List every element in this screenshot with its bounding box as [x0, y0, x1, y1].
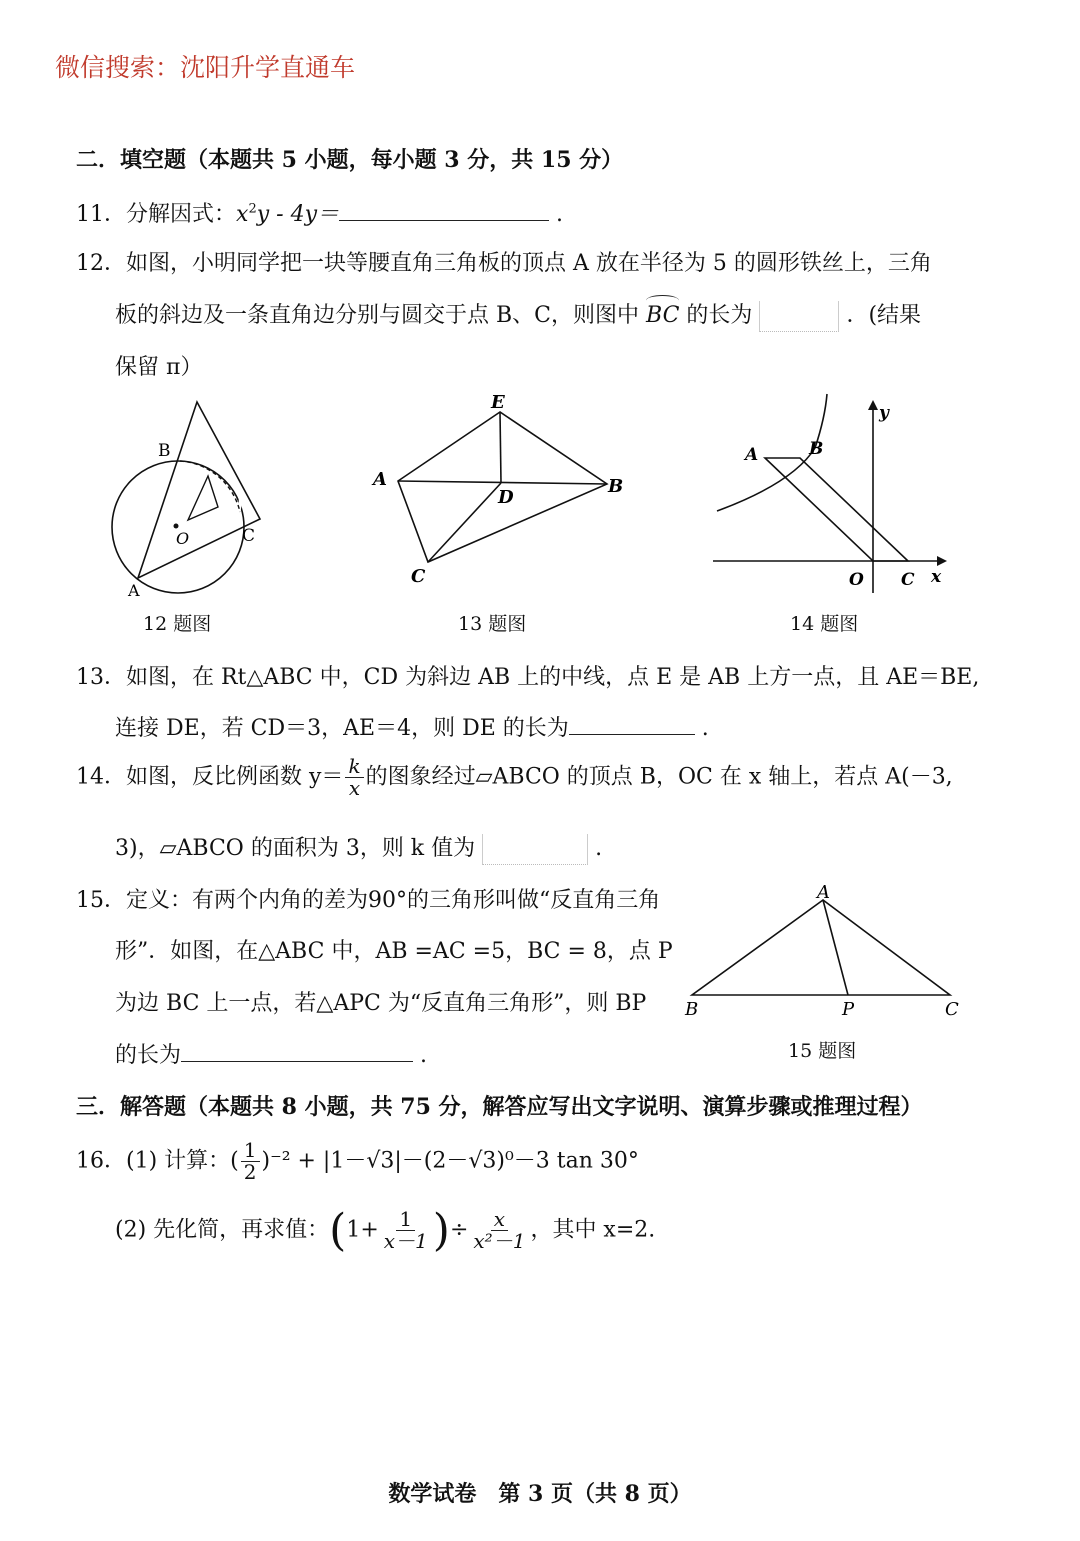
fig14-label-b: B	[809, 439, 824, 459]
q13-number: 13．	[76, 665, 126, 690]
q14-number: 14．	[76, 764, 126, 790]
q15-answer-blank[interactable]	[181, 1061, 413, 1062]
q12-arc-bc: BC	[646, 303, 679, 328]
q11-expr-exp: 2	[248, 201, 257, 217]
q12-answer-box[interactable]	[759, 301, 839, 332]
fig13-label-c: C	[411, 566, 426, 587]
q15-line-2: 形”．如图，在△ABC 中，AB =AC =5，BC = 8，点 P	[115, 939, 673, 964]
fig13-label-e: E	[491, 392, 505, 413]
q14-answer-box[interactable]	[482, 834, 588, 865]
q15-end: .	[420, 1043, 428, 1068]
q16-part-2: (2) 先化简，再求值：(1+ $\frac{1}{x-1}$ )÷ $\frac{x}{\text{x²－1}}$ ，其中 x=2.	[115, 1205, 656, 1256]
q15-line-1	[76, 883, 660, 914]
q14-fraction: $\frac{k}{x}$	[345, 756, 363, 799]
q13-line-2	[115, 711, 709, 742]
fig13-label-a: A	[373, 469, 387, 490]
figure-12-caption: 12 题图	[143, 613, 212, 635]
q16-part1-label: (1) 计算：	[126, 1148, 231, 1174]
figure-13-caption: 13 题图	[458, 613, 527, 635]
figure-12	[100, 392, 275, 602]
fig13-cd	[428, 483, 501, 562]
fig12-label-o: O	[176, 529, 190, 548]
q11-number: 11．	[76, 202, 126, 227]
q14-line-1	[76, 756, 953, 799]
fig13-ab	[398, 481, 607, 484]
q11-expr-b: y - 4y＝	[256, 202, 339, 227]
q16-tail: ，其中 x=2.	[530, 1217, 656, 1243]
watermark: 微信搜索：沈阳升学直通车	[55, 53, 356, 82]
q12-number: 12．	[76, 251, 126, 276]
fig14-x-arrow	[937, 556, 947, 566]
figure-13	[365, 390, 635, 590]
q11-expr-a: x	[236, 202, 249, 227]
fig13-label-b: B	[608, 476, 624, 497]
q16-half-fraction: $\frac{1}{2}$	[241, 1140, 260, 1183]
page-footer: 数学试卷 第 3 页（共 8 页）	[388, 1481, 692, 1507]
fig15-label-p: P	[842, 999, 855, 1020]
q12-line-2	[115, 298, 921, 332]
q13-answer-blank[interactable]	[569, 734, 695, 735]
q14-post: 的图象经过▱ABCO 的顶点 B，OC 在 x 轴上，若点 A(－3,	[365, 764, 953, 790]
fig14-y-arrow	[868, 400, 878, 410]
q15-line-4	[115, 1038, 427, 1069]
figure-14-caption: 14 题图	[790, 613, 859, 635]
q16-part2-label: (2) 先化简，再求值：	[115, 1217, 330, 1243]
fig14-label-y: y	[879, 403, 889, 423]
q11-end: .	[556, 202, 563, 227]
q12-line-1	[76, 246, 932, 277]
q16-fraction-2: $\frac{x}{\text{x²－1}}$	[473, 1207, 526, 1253]
q16-fraction-1: $\frac{1}{x-1}$	[383, 1207, 428, 1253]
fig14-label-x: x	[931, 567, 942, 587]
q14-pre: 如图，反比例函数 y＝	[126, 764, 344, 790]
q12-text-2c: ．(结果	[846, 303, 922, 328]
fig14-label-a: A	[745, 445, 759, 465]
fig13-label-d: D	[498, 487, 514, 508]
q15-line-3: 为边 BC 上一点，若△APC 为“反直角三角形”，则 BP	[115, 991, 647, 1016]
q16-one-plus: 1+	[346, 1217, 379, 1243]
fig12-center-dot	[174, 524, 179, 529]
figure-15	[680, 878, 970, 1028]
q13-line-1	[76, 660, 979, 691]
q12-text-2b: 的长为	[686, 303, 753, 328]
q12-text-2a: 板的斜边及一条直角边分别与圆交于点 B、C，则图中	[115, 303, 639, 328]
q11-answer-blank[interactable]	[339, 220, 549, 221]
section-2-title: 二．填空题（本题共 5 小题，每小题 3 分，共 15 分）	[76, 147, 624, 173]
q13-end: .	[701, 716, 709, 741]
fig12-label-a: A	[128, 581, 140, 600]
q12-line-3: 保留 π）	[115, 355, 203, 380]
fig15-ap	[823, 900, 848, 995]
question-11	[76, 197, 563, 228]
fig12-triangle	[138, 402, 260, 578]
figure-14	[705, 388, 950, 598]
q16-part1-expression: )⁻² + |1－√3|－(2－√3)⁰－3 tan 30°	[261, 1148, 639, 1174]
q16-part-1: 16．(1) 计算：( $\frac{1}{2}$ )⁻² + |1－√3|－(2－√3)⁰－3 tan 30°	[76, 1138, 639, 1184]
q16-divide: ÷	[449, 1217, 469, 1243]
q13-text-2: 连接 DE，若 CD＝3，AE＝4，则 DE 的长为	[115, 716, 569, 741]
fig14-parallelogram	[765, 458, 908, 561]
fig15-label-a: A	[817, 882, 830, 903]
q14-end: .	[595, 836, 603, 861]
q15-number: 15．	[76, 888, 126, 913]
fig15-triangle	[692, 900, 950, 995]
section-3-title: 三．解答题（本题共 8 小题，共 75 分，解答应写出文字说明、演算步骤或推理过程）	[76, 1094, 923, 1120]
fig15-label-b: B	[685, 999, 699, 1020]
figure-15-caption: 15 题图	[788, 1040, 857, 1062]
q11-text: 分解因式：	[126, 202, 237, 227]
fig15-label-c: C	[945, 999, 959, 1020]
fig12-inner-triangle	[188, 476, 218, 520]
fig14-label-o: O	[849, 570, 864, 590]
fig13-ed	[500, 412, 501, 483]
q13-text-1: 如图，在 Rt△ABC 中，CD 为斜边 AB 上的中线，点 E 是 AB 上方一点，且 AE＝BE,	[126, 665, 980, 690]
fig14-label-c: C	[901, 570, 915, 590]
q15-text-1: 定义：有两个内角的差为90°的三角形叫做“反直角三角	[126, 888, 661, 913]
fig12-label-c: C	[242, 526, 256, 546]
q15-text-4: 的长为	[115, 1043, 182, 1068]
q16-number: 16．	[76, 1148, 126, 1174]
q14-line-2	[115, 831, 602, 865]
q12-text-1: 如图，小明同学把一块等腰直角三角板的顶点 A 放在半径为 5 的圆形铁丝上，三角	[126, 251, 932, 276]
fig12-label-b: B	[158, 441, 171, 461]
q14-text-2: 3)，▱ABCO 的面积为 3，则 k 值为	[115, 836, 476, 861]
